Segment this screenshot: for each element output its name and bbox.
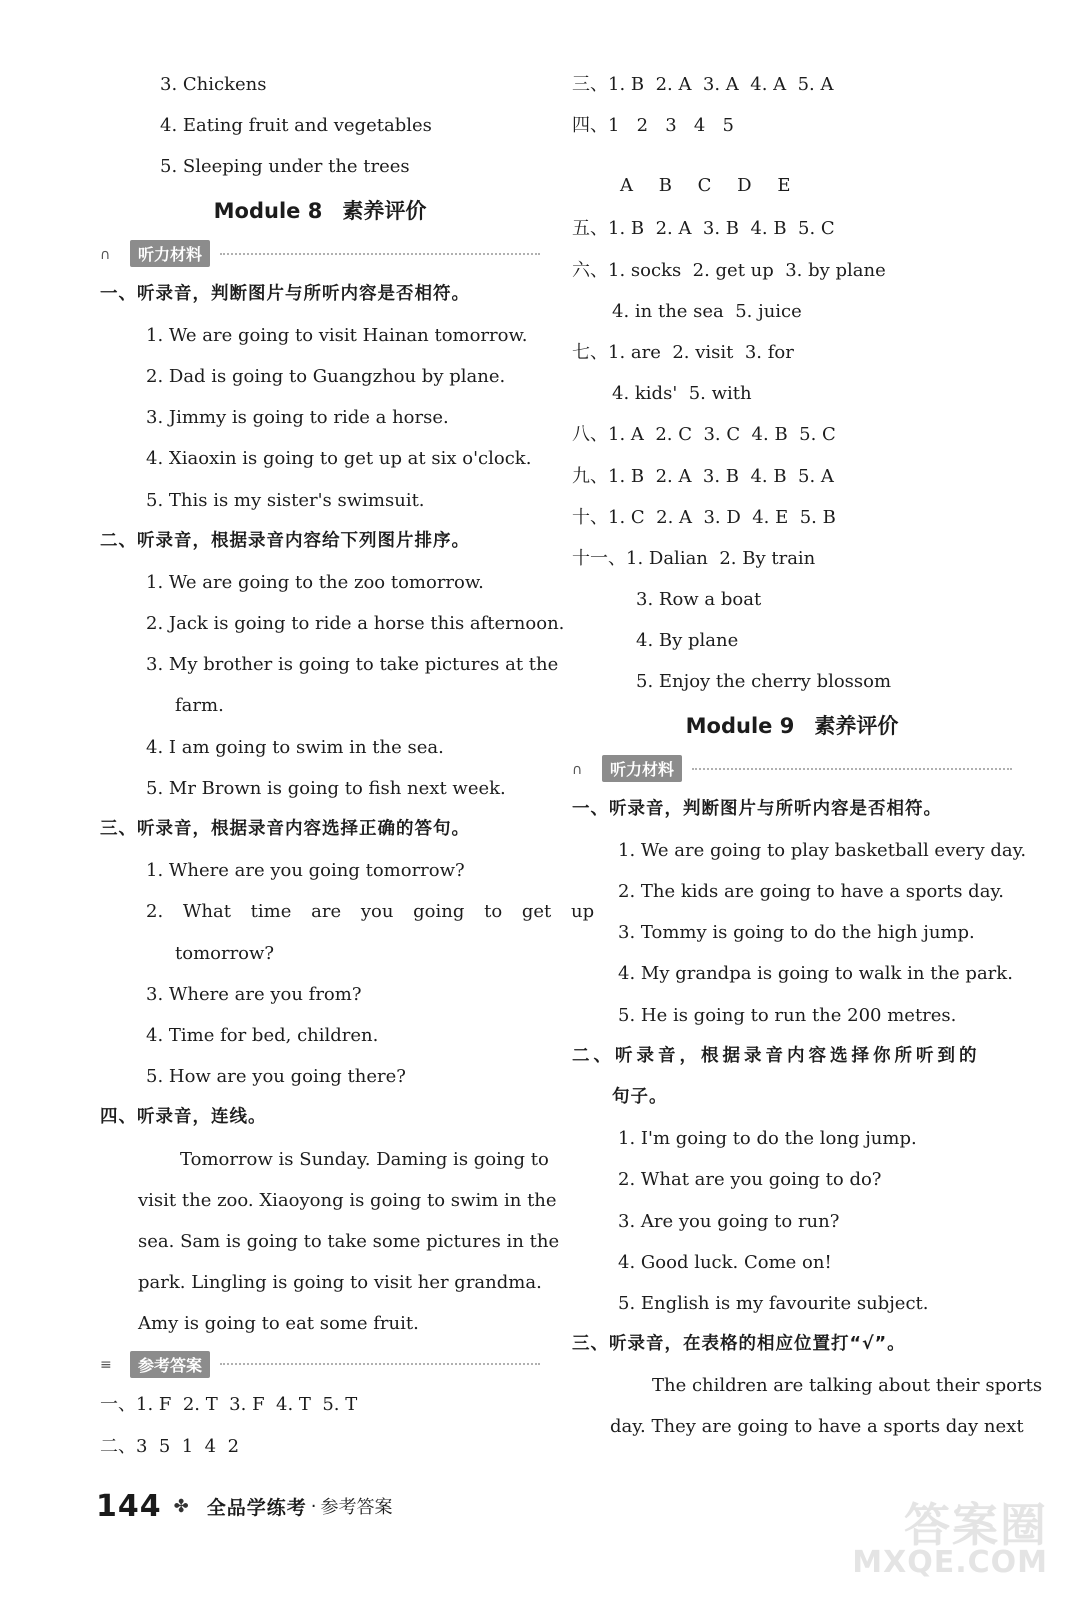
- separator: ·: [310, 1495, 317, 1517]
- watermark: 答案圈 MXQE.COM: [852, 1498, 1048, 1580]
- list-item: 3. Tommy is going to do the high jump.: [618, 922, 975, 944]
- section-heading: 一、听录音，判断图片与所听内容是否相符。: [572, 798, 942, 819]
- paragraph-line: day. They are going to have a sports day next: [610, 1416, 1024, 1438]
- answer-line: 四、1 2 3 4 5: [572, 115, 734, 137]
- right-column: [572, 64, 1043, 1448]
- leaf-icon: ✤: [173, 1495, 189, 1517]
- answer-line: 五、1. B 2. A 3. B 4. B 5. C: [572, 218, 835, 240]
- paragraph-line: park. Lingling is going to visit her grandma.: [138, 1272, 542, 1294]
- list-item: 2. Jack is going to ride a horse this afternoon.: [146, 613, 565, 635]
- answer-line-continued: 4. By plane: [636, 630, 739, 652]
- list-item: 1. We are going to the zoo tomorrow.: [146, 571, 484, 593]
- answer-line: 一、1. F 2. T 3. F 4. T 5. T: [100, 1394, 358, 1416]
- list-item: 4. Eating fruit and vegetables: [160, 115, 432, 137]
- list-item: 3. Jimmy is going to ride a horse.: [146, 407, 449, 429]
- footer-subtitle: 参考答案: [320, 1497, 393, 1518]
- divider: [220, 253, 540, 255]
- module-9-title: Module 9 素养评价: [685, 713, 899, 738]
- module-8-title: Module 8 素养评价: [213, 198, 427, 223]
- answer-line: 十、1. C 2. A 3. D 4. E 5. B: [572, 506, 836, 528]
- page-number: 144: [96, 1488, 162, 1524]
- paragraph-line: sea. Sam is going to take some pictures in the: [138, 1230, 560, 1252]
- answer-line: 八、1. A 2. C 3. C 4. B 5. C: [572, 424, 836, 446]
- list-item: 3. Chickens: [160, 74, 267, 95]
- list-item: 1. We are going to play basketball every day.: [618, 839, 1027, 861]
- list-item: 2. What are you going to do?: [618, 1169, 882, 1191]
- section-heading: 三、听录音，在表格的相应位置打“√”。: [572, 1334, 906, 1355]
- page-footer: [96, 1484, 392, 1528]
- list-item: 2. Dad is going to Guangzhou by plane.: [146, 365, 506, 387]
- headphones-icon: ∩: [100, 246, 111, 263]
- divider: [692, 768, 1012, 770]
- answer-icon: ≡: [100, 1357, 112, 1374]
- list-item: 1. I'm going to do the long jump.: [618, 1128, 917, 1150]
- list-item: 4. Xiaoxin is going to get up at six o'clock.: [146, 448, 532, 470]
- section-heading: 二、听录音，根据录音内容选择你所听到的: [572, 1045, 981, 1066]
- list-item: 4. I am going to swim in the sea.: [146, 736, 444, 758]
- paragraph-line: visit the zoo. Xiaoyong is going to swim in the: [138, 1189, 557, 1211]
- answer-line: 二、3 5 1 4 2: [100, 1435, 240, 1457]
- answer-line: 六、1. socks 2. get up 3. by plane: [572, 259, 886, 281]
- listening-material-tag: ∩ 听力材料: [100, 234, 540, 274]
- answer-line: 九、1. B 2. A 3. B 4. B 5. A: [572, 465, 834, 487]
- divider: [220, 1363, 540, 1365]
- paragraph-line: Amy is going to eat some fruit.: [138, 1313, 419, 1335]
- list-item: 3. Where are you from?: [146, 983, 362, 1005]
- paragraph-line: The children are talking about their sports: [652, 1375, 1043, 1397]
- section-heading-continued: 句子。: [612, 1086, 668, 1107]
- list-item: 5. This is my sister's swimsuit.: [146, 489, 425, 511]
- answer-line: 十一、1. Dalian 2. By train: [572, 547, 816, 569]
- list-item: 4. Good luck. Come on!: [618, 1251, 832, 1273]
- section-heading: 三、听录音，根据录音内容选择正确的答句。: [100, 819, 470, 839]
- answer-line: 三、1. B 2. A 3. A 4. A 5. A: [572, 74, 834, 95]
- list-item-continued: farm.: [175, 695, 224, 717]
- headphones-icon: ∩: [572, 761, 583, 778]
- list-item: 1. Where are you going tomorrow?: [146, 860, 465, 882]
- list-item: 5. How are you going there?: [146, 1066, 406, 1088]
- list-item: 4. My grandpa is going to walk in the park.: [618, 963, 1013, 985]
- list-item: 5. Sleeping under the trees: [160, 156, 410, 178]
- list-item: 4. Time for bed, children.: [146, 1024, 379, 1046]
- answer-line-continued: 4. kids' 5. with: [612, 383, 752, 405]
- list-item: 5. Mr Brown is going to fish next week.: [146, 777, 506, 799]
- section-heading: 一、听录音，判断图片与所听内容是否相符。: [100, 283, 470, 304]
- answer-line-continued: 4. in the sea 5. juice: [612, 300, 802, 322]
- listening-material-tag: ∩ 听力材料: [572, 749, 1012, 789]
- list-item-continued: tomorrow?: [175, 942, 275, 964]
- answer-line: 七、1. are 2. visit 3. for: [572, 341, 794, 363]
- list-item: 5. He is going to run the 200 metres.: [618, 1004, 957, 1026]
- section-heading: 四、听录音，连线。: [100, 1107, 267, 1128]
- list-item: 2. The kids are going to have a sports day.: [618, 881, 1004, 902]
- paragraph-line: Tomorrow is Sunday. Daming is going to: [180, 1148, 549, 1170]
- list-item: 3. My brother is going to take pictures at the: [146, 654, 559, 676]
- answer-line-continued: 3. Row a boat: [636, 589, 762, 611]
- left-column: [100, 64, 595, 1467]
- list-item: 3. Are you going to run?: [618, 1210, 840, 1232]
- brand-name: 全品学练考: [206, 1496, 307, 1519]
- section-heading: 二、听录音，根据录音内容给下列图片排序。: [100, 530, 470, 551]
- answer-key-tag: ≡ 参考答案: [100, 1344, 540, 1384]
- list-item: 2. What time are you going to get up: [146, 901, 595, 923]
- answer-line-continued: 5. Enjoy the cherry blossom: [636, 671, 892, 693]
- answer-letters: A B C D E: [620, 175, 791, 197]
- list-item: 1. We are going to visit Hainan tomorrow.: [146, 324, 528, 346]
- list-item: 5. English is my favourite subject.: [618, 1292, 929, 1314]
